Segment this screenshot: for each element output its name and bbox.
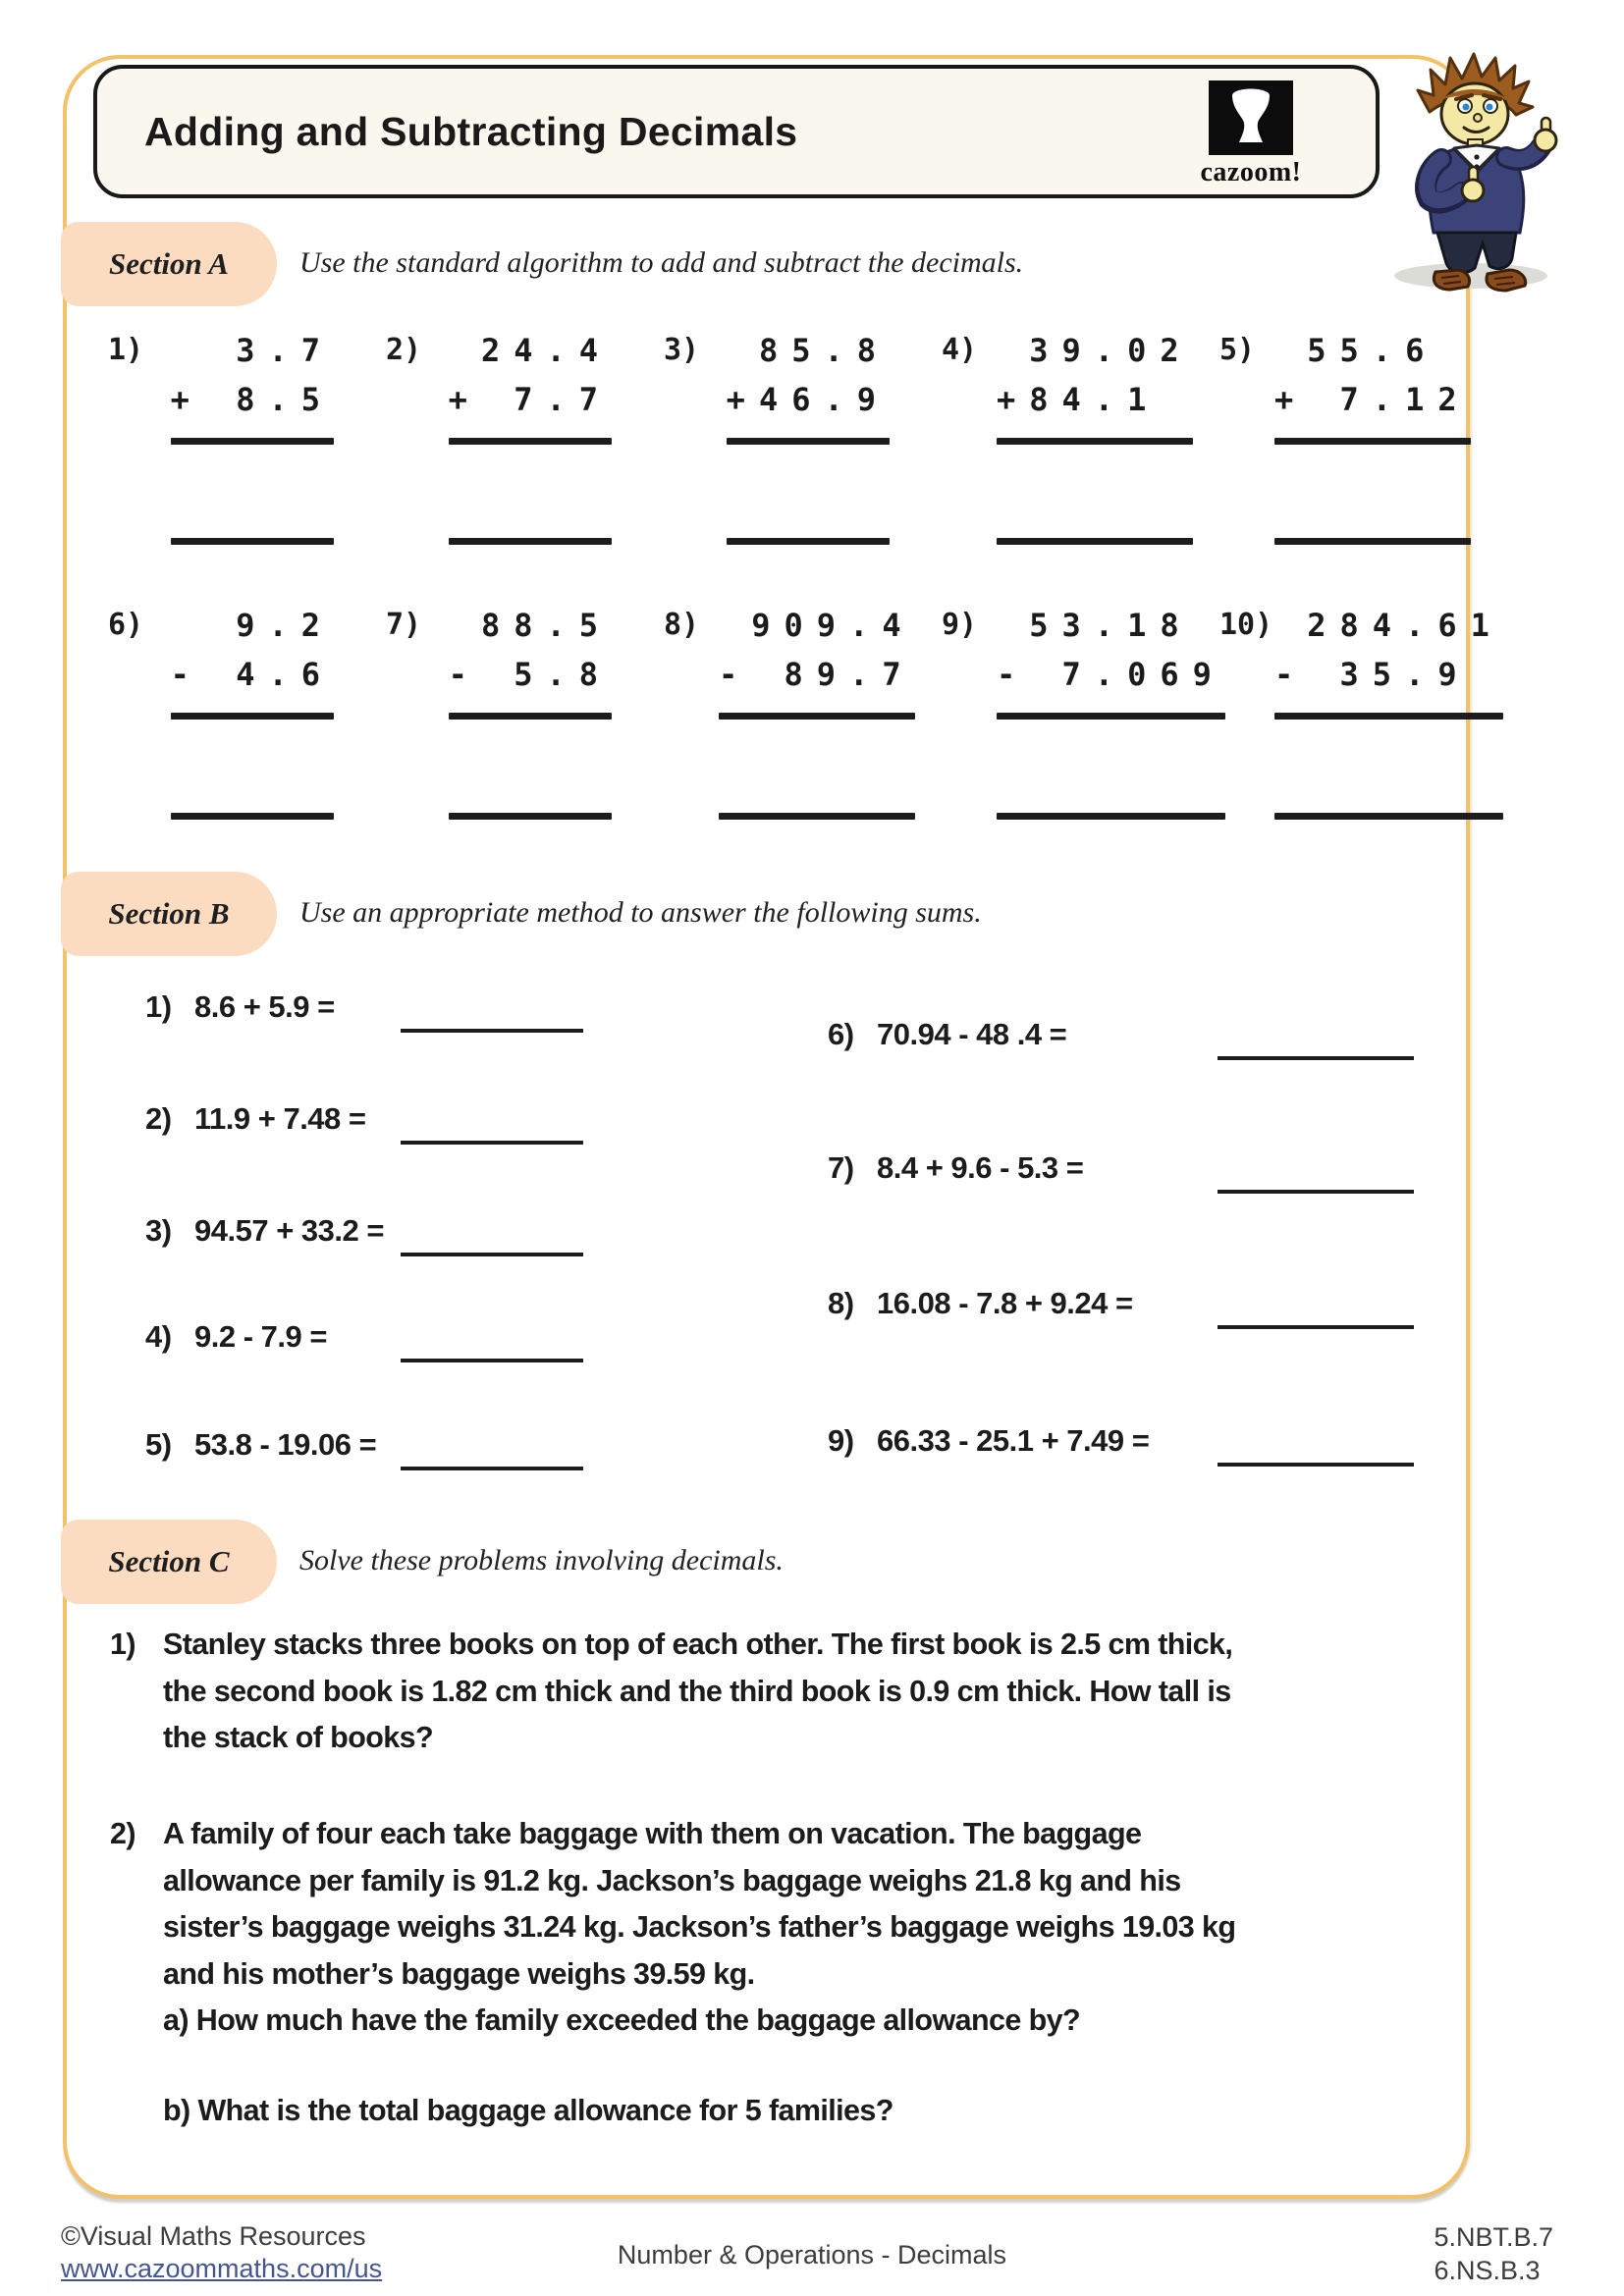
problem-text-line: sister’s baggage weighs 31.24 kg. Jackson’s father’s baggage weighs 19.03 kg xyxy=(163,1910,1236,1944)
expression: 70.94 - 48 .4 = xyxy=(877,1017,1067,1051)
answer-blank[interactable] xyxy=(719,813,915,820)
top-operand: 88.5 xyxy=(480,607,612,644)
top-operand: 24.4 xyxy=(480,332,612,369)
problem-number: 3) xyxy=(664,333,700,367)
expression: 8.6 + 5.9 = xyxy=(194,989,335,1024)
sum-problem-b3 xyxy=(145,1213,384,1249)
section-a-instruction: Use the standard algorithm to add and subtract the decimals. xyxy=(299,246,1024,279)
bottom-operand: - 89.7 xyxy=(719,656,915,693)
word-problem-2 xyxy=(110,1811,1235,2045)
answer-blank[interactable] xyxy=(1274,538,1471,545)
bottom-operand: - 4.6 xyxy=(170,656,334,693)
top-operand: 53.18 xyxy=(1029,607,1225,644)
problem-text-line: the stack of books? xyxy=(163,1721,434,1754)
column-problem-6 xyxy=(108,601,334,820)
drum-icon xyxy=(1209,80,1293,155)
problem-number: 9) xyxy=(828,1423,854,1458)
column-problem-1 xyxy=(108,326,334,545)
top-operand: 284.61 xyxy=(1307,607,1503,644)
column-problem-7 xyxy=(386,601,612,820)
problem-number: 8) xyxy=(828,1286,854,1320)
column-problem-10 xyxy=(1219,601,1503,820)
bottom-operand: + 8.5 xyxy=(170,381,334,418)
answer-blank[interactable] xyxy=(449,538,612,545)
problem-number: 1) xyxy=(145,989,172,1024)
column-problem-2 xyxy=(386,326,612,545)
bottom-operand: +46.9 xyxy=(726,381,890,418)
equals-line xyxy=(997,438,1193,445)
problem-text-line: and his mother’s baggage weighs 39.59 kg. xyxy=(163,1956,755,1991)
sum-problem-b2 xyxy=(145,1101,366,1137)
sum-problem-b1 xyxy=(145,989,335,1025)
problem-number: 1) xyxy=(108,333,144,367)
problem-number: 5) xyxy=(145,1427,172,1462)
answer-blank[interactable] xyxy=(1274,813,1503,820)
top-operand: 39.02 xyxy=(1029,332,1193,369)
section-b-instruction: Use an appropriate method to answer the following sums. xyxy=(299,896,982,929)
section-c-label: Section C xyxy=(61,1520,277,1604)
top-operand: 55.6 xyxy=(1307,332,1471,369)
answer-blank[interactable] xyxy=(449,813,612,820)
equals-line xyxy=(1274,713,1503,720)
sum-problem-b8 xyxy=(828,1286,1133,1321)
title-box xyxy=(93,65,1380,198)
expression: 8.4 + 9.6 - 5.3 = xyxy=(877,1150,1084,1185)
equals-line xyxy=(171,438,334,445)
top-operand: 9.2 xyxy=(236,607,334,644)
bottom-operand: +84.1 xyxy=(997,381,1193,418)
problem-text-line: allowance per family is 91.2 kg. Jackson’s baggage weighs 21.8 kg and his xyxy=(163,1863,1181,1897)
sum-problem-b4 xyxy=(145,1319,327,1355)
answer-blank[interactable] xyxy=(1218,1463,1414,1467)
website-link[interactable]: www.cazoommaths.com/us xyxy=(61,2254,383,2283)
expression: 53.8 - 19.06 = xyxy=(194,1427,377,1462)
column-problem-8 xyxy=(664,601,915,820)
problem-text-line: A family of four each take baggage with them on vacation. The baggage xyxy=(163,1817,1142,1850)
standard-code-2: 6.NS.B.3 xyxy=(1434,2256,1541,2285)
problem-number: 3) xyxy=(145,1213,172,1248)
sum-problem-b7 xyxy=(828,1150,1083,1186)
answer-blank[interactable] xyxy=(171,813,334,820)
answer-blank[interactable] xyxy=(401,1467,583,1470)
bottom-operand: - 5.8 xyxy=(448,656,612,693)
equals-line xyxy=(449,438,612,445)
equals-line xyxy=(727,438,890,445)
standard-code-1: 5.NBT.B.7 xyxy=(1434,2222,1553,2252)
answer-blank[interactable] xyxy=(171,538,334,545)
expression: 11.9 + 7.48 = xyxy=(194,1101,366,1136)
bottom-operand: + 7.12 xyxy=(1274,381,1471,418)
footer-topic: Number & Operations - Decimals xyxy=(617,2240,1007,2269)
problem-number: 7) xyxy=(828,1150,854,1185)
answer-blank[interactable] xyxy=(401,1029,583,1033)
answer-blank[interactable] xyxy=(401,1141,583,1145)
equals-line xyxy=(1274,438,1471,445)
problem-number: 6) xyxy=(108,608,144,642)
answer-blank[interactable] xyxy=(1218,1325,1414,1329)
problem-number: 2) xyxy=(110,1817,135,1850)
top-operand: 909.4 xyxy=(751,607,915,644)
expression: 66.33 - 25.1 + 7.49 = xyxy=(877,1423,1150,1458)
problem-number: 6) xyxy=(828,1017,854,1051)
answer-blank[interactable] xyxy=(1218,1056,1414,1060)
copyright-text: ©Visual Maths Resources xyxy=(61,2221,366,2251)
answer-blank[interactable] xyxy=(997,538,1193,545)
section-a-label: Section A xyxy=(61,222,277,306)
sum-problem-b9 xyxy=(828,1423,1149,1459)
top-operand: 3.7 xyxy=(236,332,334,369)
equals-line xyxy=(449,713,612,720)
problem-part-a: a) How much have the family exceeded the baggage allowance by? xyxy=(163,2003,1081,2037)
word-problem-1 xyxy=(110,1622,1232,1762)
bottom-operand: - 7.069 xyxy=(997,656,1225,693)
problem-number: 8) xyxy=(664,608,700,642)
problem-number: 5) xyxy=(1219,333,1256,367)
cazoom-logo xyxy=(1177,80,1325,188)
top-operand: 85.8 xyxy=(758,332,890,369)
answer-blank[interactable] xyxy=(727,538,890,545)
page-title: Adding and Subtracting Decimals xyxy=(144,109,798,154)
mascot-boy-illustration xyxy=(1373,49,1581,293)
problem-part-b: b) What is the total baggage allowance for 5 families? xyxy=(163,2094,893,2127)
equals-line xyxy=(997,713,1225,720)
column-problem-5 xyxy=(1219,326,1471,545)
answer-blank[interactable] xyxy=(401,1253,583,1256)
section-a-row-1 xyxy=(108,326,1471,545)
section-a-row-2 xyxy=(108,601,1503,820)
bottom-operand: + 7.7 xyxy=(448,381,612,418)
problem-number: 9) xyxy=(942,608,978,642)
expression: 16.08 - 7.8 + 9.24 = xyxy=(877,1286,1133,1320)
problem-text-line: Stanley stacks three books on top of each other. The first book is 2.5 cm thick, xyxy=(163,1628,1233,1661)
problem-number: 4) xyxy=(145,1319,172,1354)
bottom-operand: - 35.9 xyxy=(1274,656,1503,693)
column-problem-4 xyxy=(942,326,1193,545)
problem-number: 7) xyxy=(386,608,422,642)
column-problem-9 xyxy=(942,601,1225,820)
expression: 94.57 + 33.2 = xyxy=(194,1213,384,1248)
equals-line xyxy=(719,713,915,720)
column-problem-3 xyxy=(664,326,890,545)
problem-number: 4) xyxy=(942,333,978,367)
equals-line xyxy=(171,713,334,720)
section-c-instruction: Solve these problems involving decimals. xyxy=(299,1544,784,1576)
sum-problem-b5 xyxy=(145,1427,376,1463)
expression: 9.2 - 7.9 = xyxy=(194,1319,327,1354)
problem-number: 2) xyxy=(145,1101,172,1136)
problem-number: 10) xyxy=(1219,608,1273,642)
section-b-label: Section B xyxy=(61,872,277,956)
answer-blank[interactable] xyxy=(1218,1190,1414,1194)
problem-number: 2) xyxy=(386,333,422,367)
sum-problem-b6 xyxy=(828,1017,1066,1052)
answer-blank[interactable] xyxy=(401,1359,583,1362)
problem-number: 1) xyxy=(110,1628,135,1661)
standard-codes xyxy=(1434,2220,1553,2287)
answer-blank[interactable] xyxy=(997,813,1225,820)
logo-wordmark: cazoom! xyxy=(1200,157,1302,187)
problem-text-line: the second book is 1.82 cm thick and the third book is 0.9 cm thick. How tall is xyxy=(163,1674,1231,1708)
